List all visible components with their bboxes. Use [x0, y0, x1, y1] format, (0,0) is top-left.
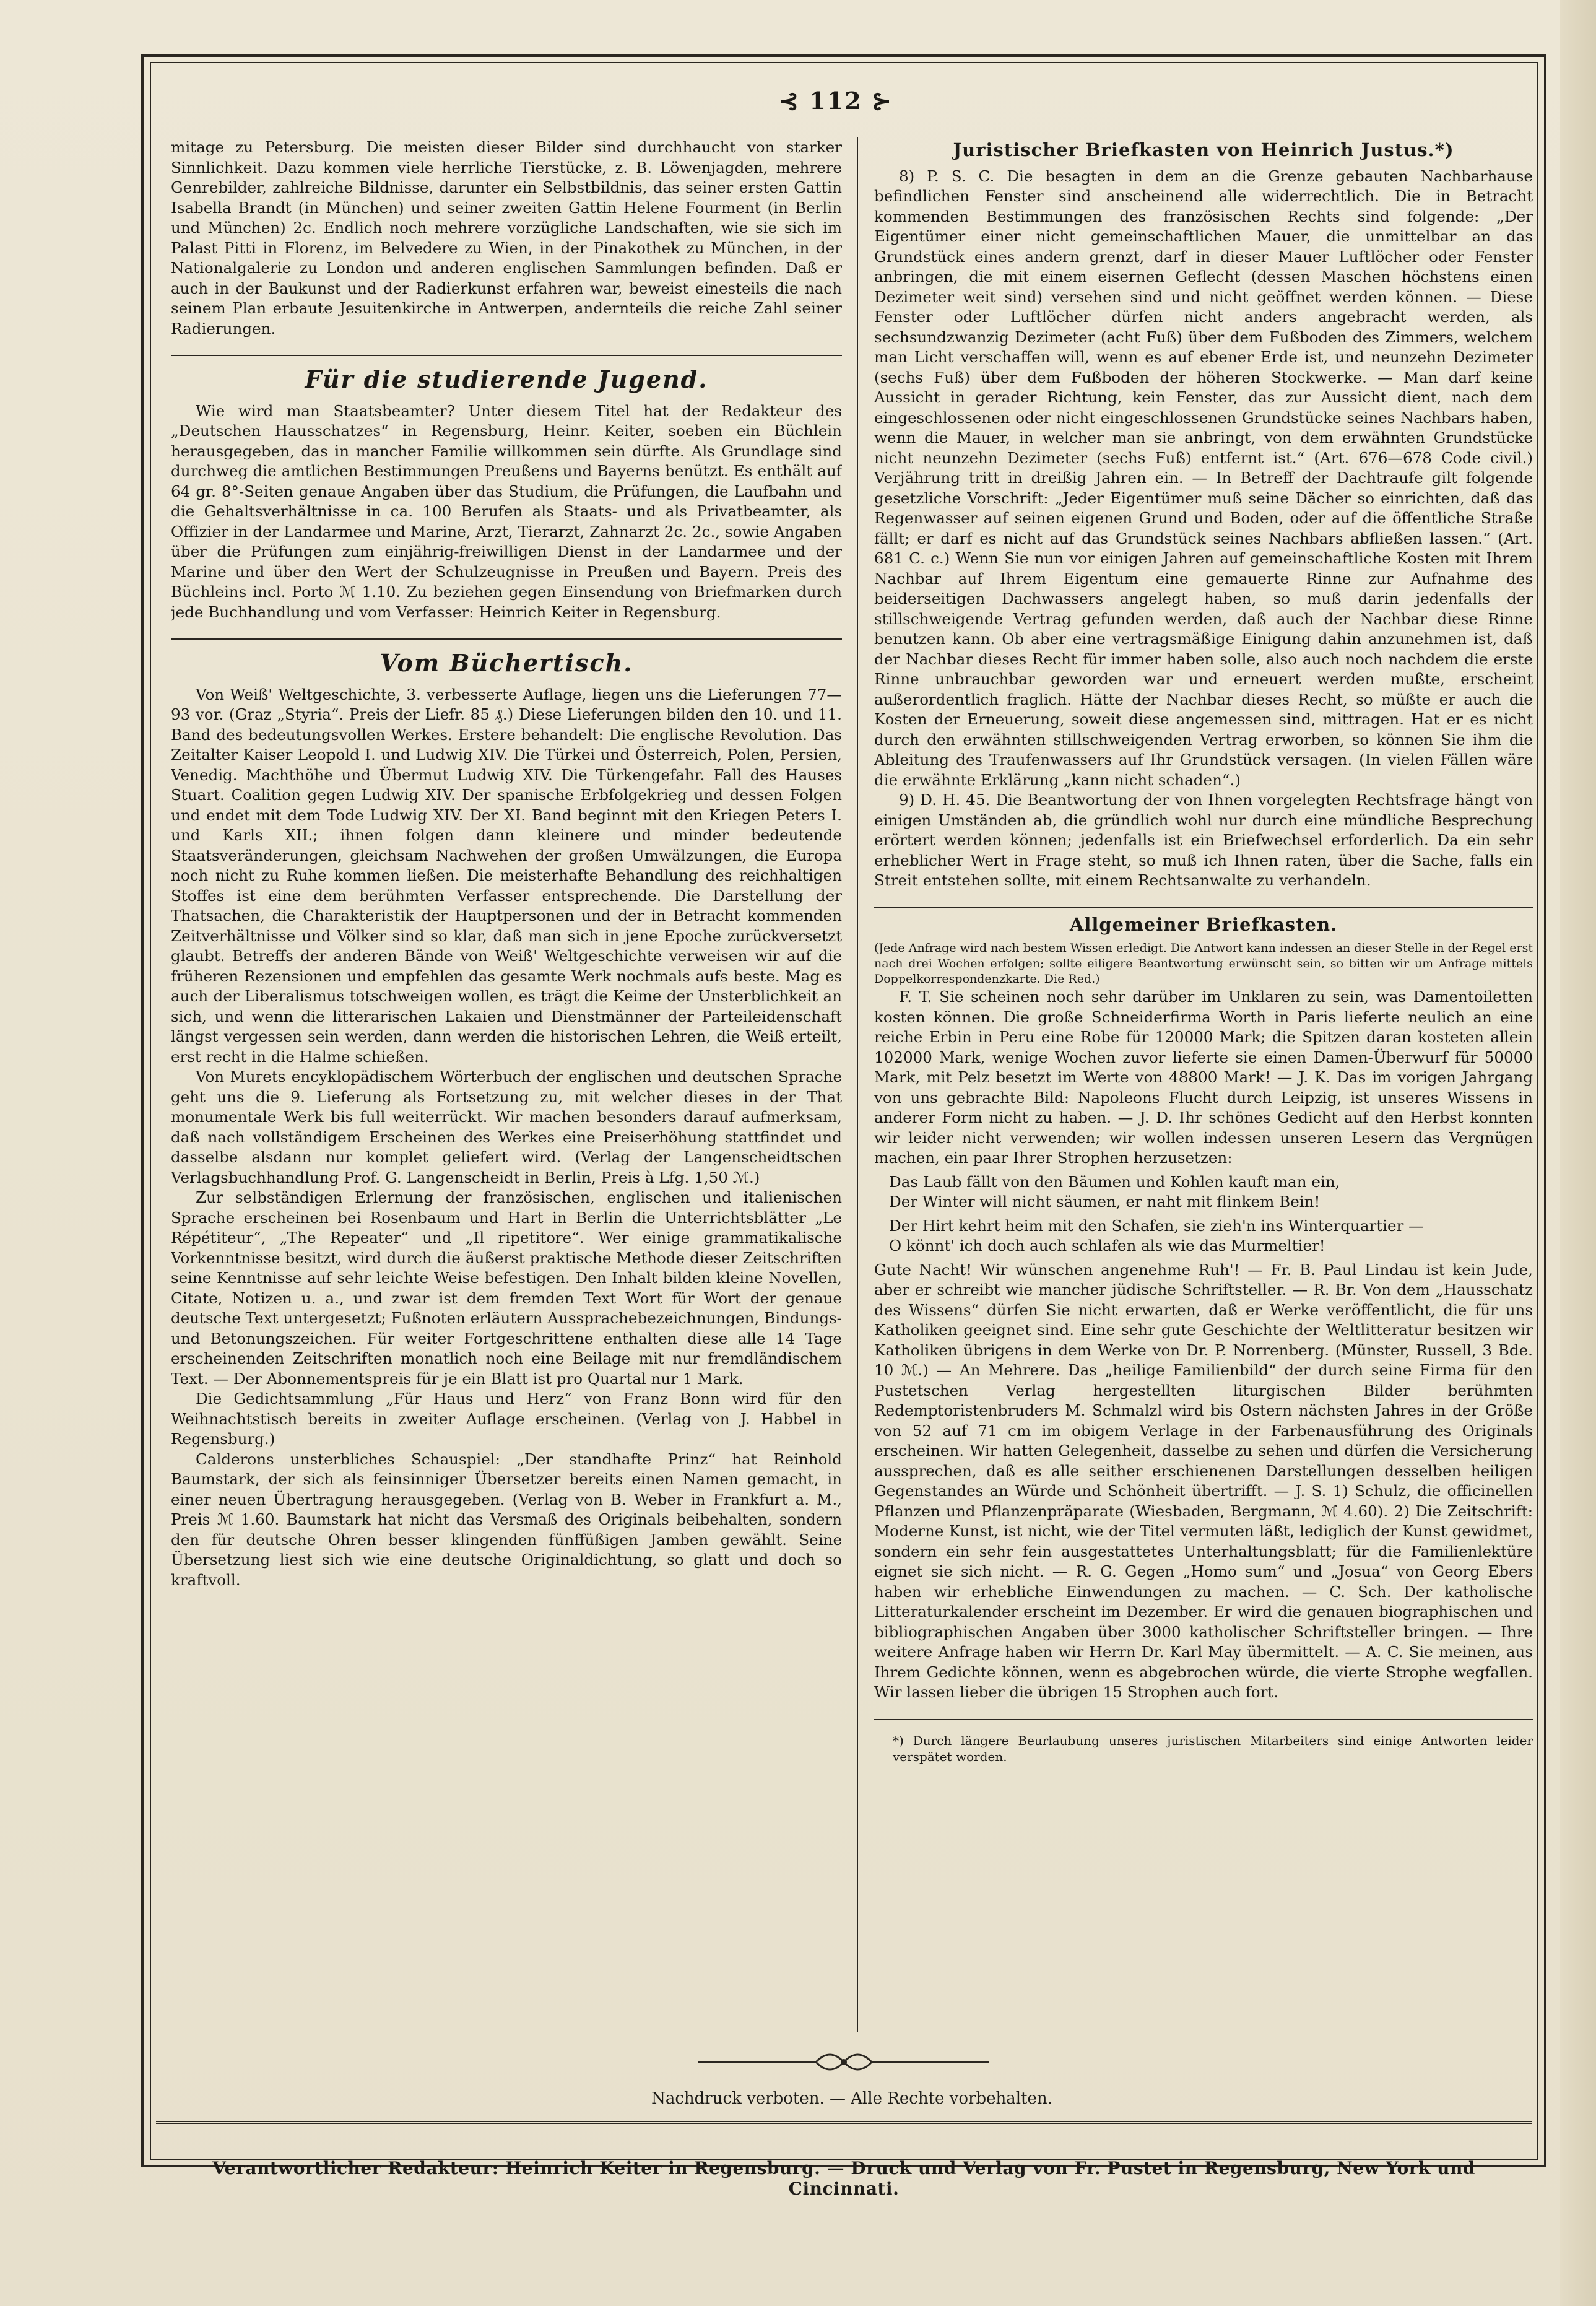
juristisch-paragraph: 8) P. S. C. Die besagten in dem an die Grenze gebauten Nachbarhause befindlichen Fenster sind anscheinend alle widerrechtlich. Die in Betracht kommenden Bestimmungen des französischen Rechts sind folgende: „Der Eigentümer einer nicht gemeinschaftlichen Mauer, die unmittelbar an das Grundstück eines andern grenzt, darf in dieser Mauer Luftlöcher oder Fenster anbringen, die mit einem eisernen Geflecht (dessen Maschen höchstens einen Dezimeter weit sind) versehen sind und nicht geöffnet werden können. — Diese Fenster oder Luftlöcher dürfen nicht anders angebracht werden, als sechsundzwanzig Dezimeter (acht Fuß) über dem Fußboden des Zimmers, welchem man Licht verschaffen will, wenn es auf ebener Erde ist, und neunzehn Dezimeter (sechs Fuß) über dem Fußboden der höheren Stockwerke. — Man darf keine Aussicht in gerader Richtung, kein Fenster, das zur Aussicht dient, nach dem eingeschlossenen oder nicht eingeschlossenen Grundstücke seines Nachbars haben, wenn die Mauer, in welcher man sie anbringt, von dem erwähnten Grundstücke nicht neunzehn Dezimeter (sechs Fuß) entfernt ist.“ (Art. 676—678 Code civil.) Verjährung tritt in dreißig Jahren ein. — In Betreff der Dachtraufe gilt folgende gesetzliche Vorschrift: „Jeder Eigentümer muß seine Dächer so einrichten, daß das Regenwasser auf seinen eigenen Grund und Boden, oder auf die öffentliche Straße fällt; er darf es nicht auf das Grundstück seines Nachbars abfließen lassen.“ (Art. 681 C. c.) Wenn Sie nun vor einigen Jahren auf gemeinschaftliche Kosten mit Ihrem Nachbar auf Ihrem Eigentum eine gemauerte Rinne zur Aufnahme des beiderseitigen Dachwassers angelegt haben, so muß darin jedenfalls der stillschweigende Vertrag gefunden werden, daß auch der Nachbar diese Rinne benutzen kann. Ob aber eine vertragsmäßige Einigung dahin anzunehmen ist, daß der Nachbar dieses Recht für immer haben solle, also auch noch nachdem die erste Rinne unbrauchbar geworden war und erneuert werden mußte, erscheint außerordentlich fraglich. Hätte der Nachbar dieses Recht, so müßte er auch die Kosten der Erneuerung, soweit diese angemessen sind, mittragen. Hat er es nicht durch den erwähnten stillschweigenden Vertrag erworben, so können Sie ihm die Ableitung des Traufenwassers auf Ihr Grundstück versagen. (In vielen Fällen wäre die erwähnte Erklärung „kann nicht schaden“.): [874, 167, 1533, 789]
poem-stanza: [889, 1216, 1533, 1256]
page-edge-shadow: [1560, 0, 1596, 2306]
footnote: *) Durch längere Beurlaubung unseres juristischen Mitarbeiters sind einige Antworten leider verspätet worden.: [893, 1733, 1533, 1764]
poem-line: O könnt' ich doch auch schlafen als wie das Murmeltier!: [889, 1237, 1325, 1255]
footer-divider: [156, 2121, 1532, 2124]
buecher-paragraph: Von Weiß' Weltgeschichte, 3. verbesserte Auflage, liegen uns die Lieferungen 77—93 vor. (Graz „Styria“. Preis der Liefr. 85 ₰.) Diese Lieferungen bilden den 10. und 11. Band des bedeutungsvollen Werkes. Erstere behandelt: Die englische Revolution. Das Zeitalter Kaiser Leopold I. und Ludwig XIV. Die Türkei und Österreich, Polen, Persien, Venedig. Machthöhe und Übermut Ludwig XIV. Die Türkengefahr. Fall des Hauses Stuart. Coalition gegen Ludwig XIV. Der spanische Erbfolgekrieg und dessen Folgen und endet mit dem Tode Ludwig XIV. Der XI. Band beginnt mit den Kriegen Peters I. und Karls XII.; ihnen folgen dann kleinere und minder bedeutende Staatsveränderungen, gleichsam Nachwehen der großen Umwälzungen, die Europa noch nicht zu Ruhe kommen ließen. Die meisterhafte Behandlung des reichhaltigen Stoffes ist eine dem berühmten Verfasser entsprechende. Die Darstellung der Thatsachen, die Charakteristik der Hauptpersonen und der in Betracht kommenden Zeitverhältnisse und Völker sind so klar, daß man sich in jene Epoche zurückversetzt glaubt. Betreffs der anderen Bände von Weiß' Weltgeschichte verweisen wir auf die früheren Rezensionen und empfehlen das gesamte Werk nochmals aufs beste. Mag es auch der Liberalismus totschweigen wollen, es trägt die Keime der Unsterblichkeit an sich, und wenn die litterarischen Lakaien und Dienstmänner der Parteileidenschaft längst vergessen sein werden, dann werden die historischen Lehren, die Weiß erteilt, erst recht in die Halme schießen.: [171, 685, 842, 1066]
right-flourish-icon: ⊱: [862, 87, 893, 115]
briefkasten-paragraph: Gute Nacht! Wir wünschen angenehme Ruh'! — Fr. B. Paul Lindau ist kein Jude, aber er schreibt wie mancher jüdische Schriftsteller. — R. Br. Von dem „Hausschatz des Wissens“ dürfen Sie nicht erwarten, daß er Werke veröffentlicht, die für uns Katholiken geeignet sind. Eine sehr gute Geschichte der Weltlitteratur besitzen wir Katholiken übrigens in dem Werke von Dr. P. Norrenberg. (Münster, Russell, 3 Bde. 10 ℳ.) — An Mehrere. Das „heilige Familienbild“ der durch seine Firma für den Pustetschen Verlag hergestellten liturgischen Bilder berühmten Redemptoristenbruders M. Schmalzl wird bis Ostern nächsten Jahres in der Größe von 52 auf 71 cm im obigem Verlage in der Farbenausführung des Originals erscheinen. Wir hatten Gelegenheit, dasselbe zu sehen und dürfen die Versicherung aussprechen, daß es alle seither erschienenen Darstellungen desselben heiligen Gegenstandes an Würde und Schönheit übertrifft. — J. S. 1) Schulz, die officinellen Pflanzen und Pflanzenpräparate (Wiesbaden, Bergmann, ℳ 4.60). 2) Die Zeitschrift: Moderne Kunst, ist nicht, wie der Titel vermuten läßt, lediglich der Kunst gewidmet, sondern ein sehr fein ausgestattetes Unterhaltungsblatt; für die Familienlektüre eignet sie sich nicht. — R. G. Gegen „Homo sum“ und „Josua“ von Georg Ebers haben wir erhebliche Einwendungen zu machen. — C. Sch. Der katholische Litteraturkalender erscheint im Dezember. Er wird die genauen biographischen und bibliographischen Angaben über 3000 katholischer Schriftsteller bringen. — Ihre weitere Anfrage haben wir Herrn Dr. Karl May übermittelt. — A. C. Sie meinen, aus Ihrem Gedichte können, wenn es abgebrochen würde, die vierte Strophe wegfallen. Wir lassen lieber die übrigen 15 Strophen auch fort.: [874, 1260, 1533, 1701]
column-divider: [857, 137, 858, 2032]
juristisch-paragraph: 9) D. H. 45. Die Beantwortung der von Ihnen vorgelegten Rechtsfrage hängt von einigen Umständen ab, die gründlich wohl nur durch eine mündliche Besprechung erörtert werden können; jedenfalls ist ein Briefwechsel erforderlich. Da ein sehr erheblicher Wert in Frage steht, so muß ich Ihnen raten, über die Sache, falls ein Streit entstehen sollte, mit einem Rechtsanwalte zu verhandeln.: [874, 791, 1533, 889]
poem-line: Der Winter will nicht säumen, er naht mit flinkem Bein!: [889, 1193, 1321, 1211]
footnote-divider: [874, 1719, 1533, 1720]
briefkasten-paragraph: F. T. Sie scheinen noch sehr darüber im Unklaren zu sein, was Damentoiletten kosten können. Die große Schneiderfirma Worth in Paris lieferte neulich an eine reiche Erbin in Peru eine Robe für 120000 Mark; die Spitzen daran kosteten allein 102000 Mark, wenige Wochen zuvor lieferte sie einen Damen-Überwurf für 50000 Mark, mit Pelz besetzt im Werte von 48800 Mark! — J. K. Das im vorigen Jahrgang von uns gebrachte Bild: Napoleons Flucht durch Leipzig, ist unseres Wissens in anderer Form nicht zu haben. — J. D. Ihr schönes Gedicht auf den Herbst konnten wir leider nicht verwenden; wir wollen indessen unseren Lesern das Vergnügen machen, ein paar Ihrer Strophen herzusetzen:: [874, 988, 1533, 1167]
imprint-footer: Verantwortlicher Redakteur: Heinrich Keiter in Regensburg. — Druck und Verlag von Fr. Pustet in Regensburg, New York und Cincinnati.: [212, 2158, 1475, 2199]
left-flourish-icon: ⊰: [779, 87, 810, 115]
jugend-paragraph: Wie wird man Staatsbeamter? Unter diesem Titel hat der Redakteur des „Deutschen Hausschatzes“ in Regensburg, Heinr. Keiter, soeben ein Büchlein herausgegeben, das in mancher Familie willkommen sein dürfte. Als Grundlage sind durchweg die amtlichen Bestimmungen Preußens und Bayerns benützt. Es enthält auf 64 gr. 8°-Seiten genaue Angaben über das Studium, die Prüfungen, die Laufbahn und die Gehaltsverhältnisse in ca. 100 Berufen als Staats- und als Privatbeamter, als Offizier in der Landarmee und Marine, Arzt, Tierarzt, Zahnarzt 2c. 2c., sowie Angaben über die Prüfungen zum einjährig-freiwilligen Dienst in der Landarmee und der Marine und über den Wert der Schulzeugnisse in Preußen und Bayern. Preis des Büchleins incl. Porto ℳ 1.10. Zu beziehen gegen Einsendung von Briefmarken durch jede Buchhandlung und vom Verfasser: Heinrich Keiter in Regensburg.: [171, 401, 842, 621]
ornament-divider-icon: [698, 2050, 989, 2074]
briefkasten-subnote: (Jede Anfrage wird nach bestem Wissen erledigt. Die Antwort kann indessen an dieser Stelle in der Regel erst nach drei Wochen erfolgen; sollte eiligere Beantwortung erwünscht sein, so bitten wir um Anfrage mittels Doppelkorrespondenzkarte. Die Red.): [874, 941, 1533, 986]
poem-line: Der Hirt kehrt heim mit den Schafen, sie zieh'n ins Winterquartier —: [889, 1216, 1424, 1235]
section-heading-buechertisch: Vom Büchertisch.: [379, 649, 633, 677]
buecher-paragraph: Von Murets encyklopädischem Wörterbuch der englischen und deutschen Sprache geht uns die 9. Lieferung als Fortsetzung zu, mit welcher dieses in der That monumentale Werk bis full weiterrückt. Wir machen besonders darauf aufmerksam, daß nach vollständigem Erscheinen des Werkes eine Preiserhöhung stattfindet und dasselbe alsdann nur komplet geliefert wird. (Verlag der Langenscheidtschen Verlagsbuchhandlung Prof. G. Langenscheidt in Berlin, Preis à Lfg. 1,50 ℳ.): [171, 1068, 842, 1186]
left-column: [171, 137, 842, 2045]
section-divider: [171, 638, 842, 640]
section-heading-allgemein: Allgemeiner Briefkasten.: [1069, 913, 1338, 935]
buecher-paragraph: Die Gedichtsammlung „Für Haus und Herz“ von Franz Bonn wird für den Weihnachtstisch bereits in zweiter Auflage erscheinen. (Verlag von J. Habbel in Regensburg.): [171, 1390, 842, 1448]
section-divider: [171, 355, 842, 356]
reprint-notice: Nachdruck verboten. — Alle Rechte vorbehalten.: [651, 2089, 1052, 2108]
intro-paragraph: mitage zu Petersburg. Die meisten dieser Bilder sind durchhaucht von starker Sinnlichkeit. Dazu kommen viele herrliche Tierstücke, z. B. Löwenjagden, mehrere Genrebilder, zahlreiche Bildnisse, darunter ein Selbstbildnis, das seiner ersten Gattin Isabella Brandt (in München) und seiner zweiten Gattin Helene Fourment (in Berlin und München) 2c. Endlich noch mehrere vorzügliche Landschaften, wie sie sich im Palast Pitti in Florenz, im Belvedere zu Wien, in der Pinakothek zu München, in der Nationalgalerie zu London und anderen englischen Sammlungen befinden. Daß er auch in der Baukunst und der Radierkunst erfahren war, beweist einesteils die nach seinem Plan erbaute Jesuitenkirche in Antwerpen, andernteils die reiche Zahl seiner Radierungen.: [171, 138, 842, 337]
section-heading-jugend: Für die studierende Jugend.: [305, 365, 708, 393]
poem-line: Das Laub fällt von den Bäumen und Kohlen kauft man ein,: [889, 1172, 1340, 1191]
poem-stanza: [889, 1172, 1533, 1212]
section-heading-juristisch: Juristischer Briefkasten von Heinrich Justus.*): [953, 139, 1454, 160]
page-number-text: 112: [809, 87, 862, 115]
right-column: [874, 137, 1533, 2045]
section-divider: [874, 907, 1533, 908]
buecher-paragraph: Calderons unsterbliches Schauspiel: „Der standhafte Prinz“ hat Reinhold Baumstark, der sich als feinsinniger Übersetzer bereits einen Namen gemacht, in einer neuen Übertragung herausgegeben. (Verlag von B. Weber in Frankfurt a. M., Preis ℳ 1.60. Baumstark hat nicht das Versmaß des Originals beibehalten, sondern den für deutsche Ohren besser klingenden fünffüßigen Jamben gewählt. Seine Übersetzung liest sich wie eine deutsche Originaldichtung, so glatt und doch so kraftvoll.: [171, 1450, 842, 1589]
buecher-paragraph: Zur selbständigen Erlernung der französischen, englischen und italienischen Sprache erscheinen bei Rosenbaum und Hart in Berlin die Unterrichtsblätter „Le Répétiteur“, „The Repeater“ und „Il ripetitore“. Wer einige grammatikalische Vorkenntnisse besitzt, wird durch die äußerst praktische Methode dieser Zeitschriften seine Kenntnisse auf sehr leichte Weise befestigen. Den Inhalt bilden kleine Novellen, Citate, Notizen u. a., und zwar ist dem fremden Text Wort für Wort der genaue deutsche Text untergesetzt; Fußnoten erläutern Aussprachebezeichnungen, Bindungs- und Betonungszeichen. Für weiter Fortgeschrittene enthalten diese alle 14 Tage erscheinenden Zeitschriften monatlich noch eine Beilage mit nur fremdländischem Text. — Der Abonnementspreis für je ein Blatt ist pro Quartal nur 1 Mark.: [171, 1188, 842, 1388]
page-number: [743, 87, 929, 115]
